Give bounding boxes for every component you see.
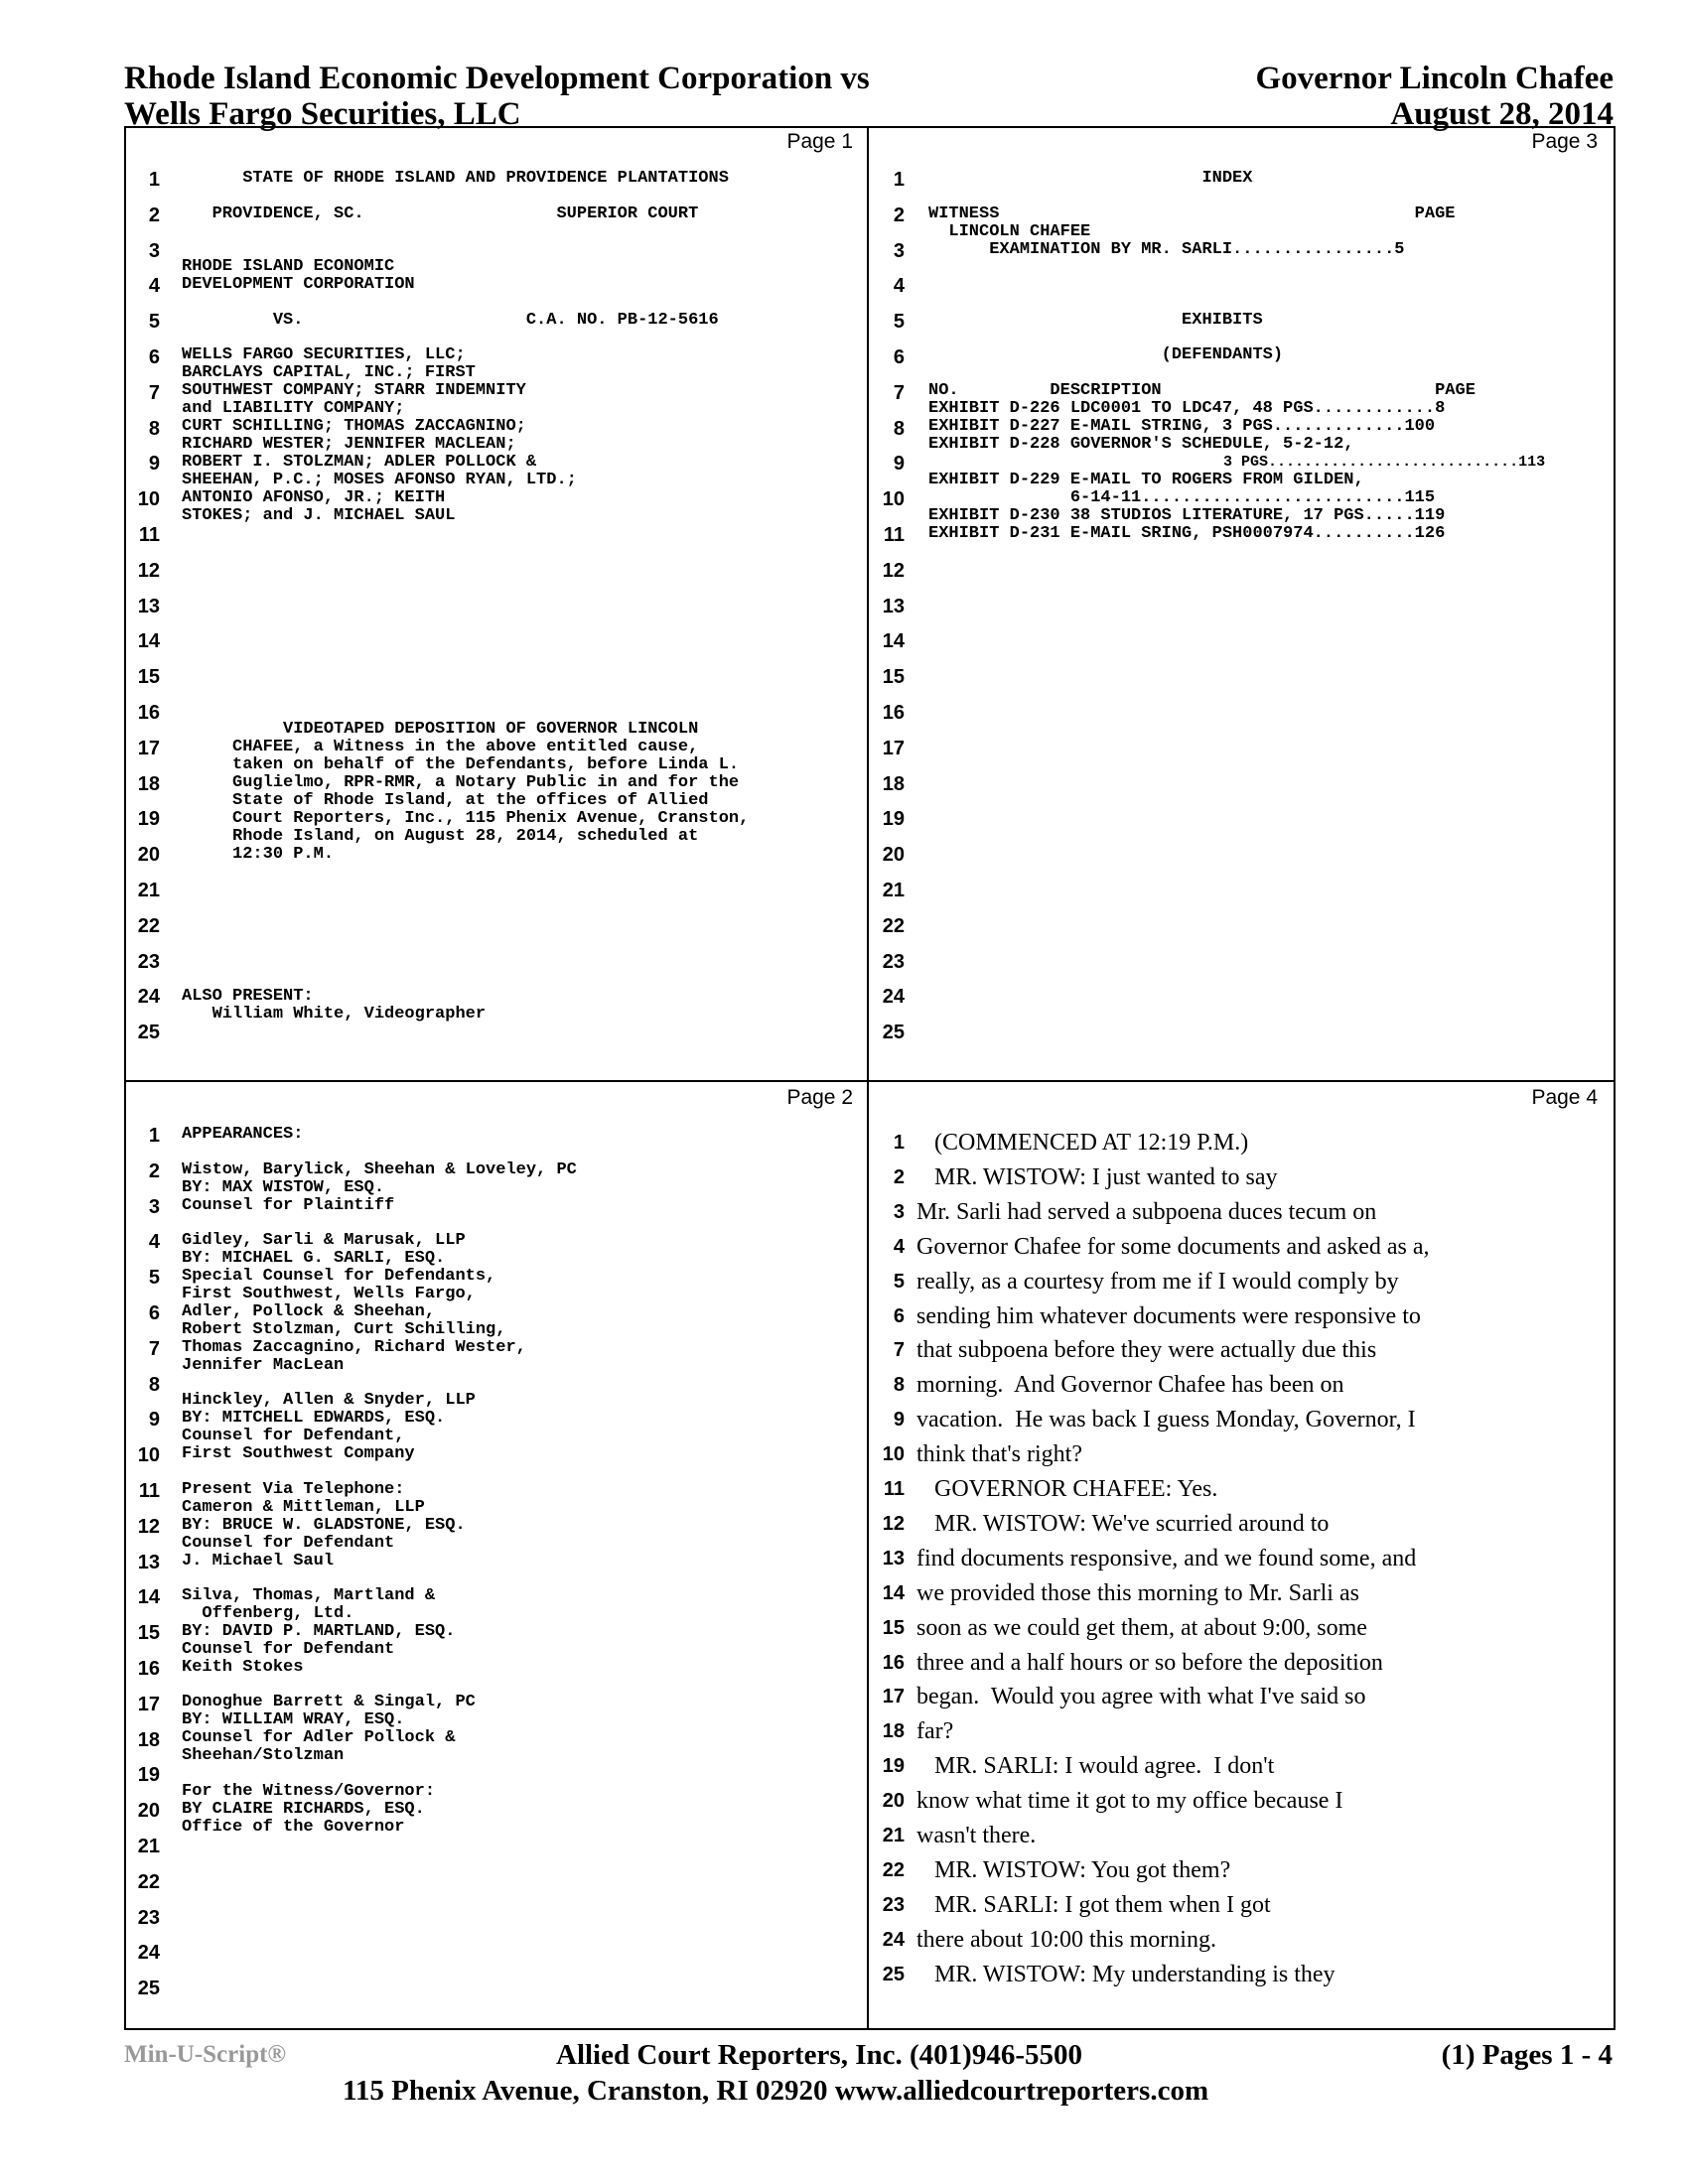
page2-line: BY: MICHAEL G. SARLI, ESQ. <box>182 1249 446 1268</box>
page2-line: Gidley, Sarli & Marusak, LLP <box>182 1231 466 1250</box>
page-number-label: Page 4 <box>1531 1086 1598 1109</box>
line-number: 24 <box>137 1942 160 1965</box>
page1-line: VS. C.A. NO. PB-12-5616 <box>182 311 719 330</box>
page2-line: Silva, Thomas, Martland & <box>182 1586 436 1605</box>
line-number: 2 <box>148 204 160 226</box>
line-number: 6 <box>893 1304 905 1327</box>
line-number: 15 <box>137 1622 160 1645</box>
page4-line: sending him whatever documents were responsive to <box>916 1302 1421 1329</box>
page4-line: soon as we could get them, at about 9:00, some <box>916 1614 1367 1641</box>
line-number: 8 <box>893 1374 905 1397</box>
line-number: 18 <box>137 1728 160 1751</box>
line-number: 15 <box>882 1616 905 1639</box>
line-number: 11 <box>883 1478 905 1500</box>
page1-line: VIDEOTAPED DEPOSITION OF GOVERNOR LINCOLN <box>182 720 699 739</box>
line-number: 23 <box>882 1893 905 1916</box>
line-number: 1 <box>893 1132 905 1154</box>
line-number: 9 <box>148 1409 160 1432</box>
page2-line: For the Witness/Governor: <box>182 1782 436 1801</box>
line-number: 11 <box>883 524 905 546</box>
page4-line: MR. WISTOW: You got them? <box>916 1856 1231 1883</box>
line-number: 21 <box>882 880 905 901</box>
page1-line: SOUTHWEST COMPANY; STARR INDEMNITY <box>182 381 526 400</box>
page1-line: ROBERT I. STOLZMAN; ADLER POLLOCK & <box>182 453 537 472</box>
page1-line: WELLS FARGO SECURITIES, LLC; <box>182 345 466 364</box>
line-number: 19 <box>882 1755 905 1778</box>
line-number: 20 <box>137 1800 160 1823</box>
page3-line: EXAMINATION BY MR. SARLI................5 <box>928 240 1405 259</box>
line-number: 1 <box>148 1125 160 1147</box>
line-number: 3 <box>893 239 905 262</box>
transcript-page-1 <box>124 126 867 1080</box>
footer-address: 115 Phenix Avenue, Cranston, RI 02920 www.alliedcourtreporters.com <box>343 2075 1209 2107</box>
line-number: 24 <box>882 986 905 1009</box>
line-number: 2 <box>893 204 905 226</box>
page1-line: State of Rhode Island, at the offices of Allied <box>182 791 709 810</box>
line-number: 13 <box>137 1551 160 1573</box>
line-number: 4 <box>893 1235 905 1258</box>
line-number: 12 <box>137 559 160 582</box>
footer-brand: Min-U-Script® <box>124 2041 287 2068</box>
case-defendant: Wells Fargo Securities, LLC <box>124 96 521 132</box>
line-number: 10 <box>882 488 905 511</box>
line-number: 3 <box>148 1195 160 1218</box>
line-number: 24 <box>882 1928 905 1951</box>
line-number: 17 <box>882 1686 905 1708</box>
page2-line: Counsel for Adler Pollock & <box>182 1728 456 1747</box>
line-number: 18 <box>137 772 160 795</box>
page1-line: ANTONIO AFONSO, JR.; KEITH <box>182 488 446 507</box>
line-number: 11 <box>138 524 160 546</box>
page3-line: EXHIBITS <box>928 311 1263 330</box>
page1-line: and LIABILITY COMPANY; <box>182 399 405 418</box>
line-number: 19 <box>137 808 160 831</box>
page-number-label: Page 2 <box>786 1086 853 1109</box>
page1-line: Guglielmo, RPR-RMR, a Notary Public in and for the <box>182 773 740 792</box>
page4-line: morning. And Governor Chafee has been on <box>916 1372 1344 1399</box>
line-number: 16 <box>882 702 905 724</box>
page3-line: EXHIBIT D-229 E-MAIL TO ROGERS FROM GILDEN, <box>928 471 1364 489</box>
line-number: 9 <box>893 1409 905 1432</box>
page2-line: BY: MAX WISTOW, ESQ. <box>182 1178 385 1197</box>
page3-line: EXHIBIT D-227 E-MAIL STRING, 3 PGS.............100 <box>928 417 1436 436</box>
line-number: 24 <box>137 986 160 1009</box>
line-number: 7 <box>148 381 160 404</box>
footer-page-range: (1) Pages 1 - 4 <box>1441 2039 1613 2071</box>
line-number: 23 <box>137 1906 160 1929</box>
line-number: 8 <box>148 1373 160 1396</box>
page2-line: Robert Stolzman, Curt Schilling, <box>182 1320 506 1339</box>
page4-line: think that's right? <box>916 1441 1082 1468</box>
page2-line: Cameron & Mittleman, LLP <box>182 1498 425 1517</box>
page4-line: find documents responsive, and we found some, and <box>916 1545 1417 1571</box>
page1-line: PROVIDENCE, SC. SUPERIOR COURT <box>182 205 699 223</box>
line-number: 25 <box>882 1963 905 1985</box>
page3-line: WITNESS PAGE <box>928 205 1456 223</box>
line-number: 20 <box>137 844 160 867</box>
page2-line: Counsel for Defendant, <box>182 1427 405 1445</box>
page4-line: GOVERNOR CHAFEE: Yes. <box>916 1476 1218 1502</box>
page1-line: DEVELOPMENT CORPORATION <box>182 275 415 294</box>
line-number: 7 <box>893 1339 905 1362</box>
transcript-page-4 <box>869 1082 1612 2026</box>
line-number: 8 <box>893 417 905 440</box>
page1-line: ALSO PRESENT: <box>182 987 314 1006</box>
page1-line: CHAFEE, a Witness in the above entitled cause, <box>182 738 699 756</box>
page3-line: NO. DESCRIPTION PAGE <box>928 381 1476 400</box>
line-number: 5 <box>148 1267 160 1290</box>
line-number: 22 <box>882 914 905 937</box>
page1-line: RHODE ISLAND ECONOMIC <box>182 257 395 276</box>
line-number: 14 <box>882 630 905 653</box>
line-number: 4 <box>148 1231 160 1254</box>
line-number: 13 <box>137 595 160 617</box>
line-number: 9 <box>148 453 160 476</box>
line-number: 14 <box>137 630 160 653</box>
line-number: 2 <box>148 1160 160 1182</box>
page1-line: 12:30 P.M. <box>182 845 335 864</box>
deposition-date: August 28, 2014 <box>1390 96 1614 132</box>
line-number: 8 <box>148 417 160 440</box>
page3-line: EXHIBIT D-226 LDC0001 TO LDC47, 48 PGS............8 <box>928 399 1446 418</box>
page3-line: EXHIBIT D-231 E-MAIL SRING, PSH0007974..........126 <box>928 524 1446 543</box>
page4-line: we provided those this morning to Mr. Sarli as <box>916 1579 1359 1606</box>
line-number: 17 <box>137 737 160 759</box>
page2-line: BY CLAIRE RICHARDS, ESQ. <box>182 1800 425 1819</box>
line-number: 11 <box>138 1480 160 1502</box>
line-number: 20 <box>882 844 905 867</box>
line-number: 15 <box>137 666 160 689</box>
page2-line: BY: DAVID P. MARTLAND, ESQ. <box>182 1622 456 1641</box>
page2-line: APPEARANCES: <box>182 1125 304 1144</box>
page4-line: there about 10:00 this morning. <box>916 1926 1216 1953</box>
page4-line: (COMMENCED AT 12:19 P.M.) <box>916 1130 1249 1156</box>
page4-line: Mr. Sarli had served a subpoena duces tecum on <box>916 1198 1377 1225</box>
line-number: 12 <box>882 559 905 582</box>
page3-line: EXHIBIT D-230 38 STUDIOS LITERATURE, 17 PGS.....119 <box>928 506 1446 525</box>
line-number: 1 <box>148 169 160 191</box>
page2-line: Offenberg, Ltd. <box>182 1604 354 1623</box>
page1-line: STOKES; and J. MICHAEL SAUL <box>182 506 456 525</box>
page3-line: 3 PGS............................113 <box>928 454 1546 471</box>
line-number: 14 <box>137 1586 160 1609</box>
page3-line: EXHIBIT D-228 GOVERNOR'S SCHEDULE, 5-2-12, <box>928 435 1354 454</box>
page3-line: (DEFENDANTS) <box>928 345 1284 364</box>
page4-line: know what time it got to my office because I <box>916 1788 1343 1815</box>
deponent-name: Governor Lincoln Chafee <box>1255 61 1614 96</box>
page4-line: that subpoena before they were actually due this <box>916 1337 1377 1364</box>
line-number: 6 <box>893 346 905 368</box>
page2-line: Counsel for Defendant <box>182 1534 395 1553</box>
line-number: 4 <box>893 275 905 298</box>
line-number: 6 <box>148 1302 160 1324</box>
page4-line: Governor Chafee for some documents and asked as a, <box>916 1233 1430 1260</box>
line-number: 4 <box>148 275 160 298</box>
page2-line: Counsel for Defendant <box>182 1640 395 1659</box>
line-number: 3 <box>893 1200 905 1223</box>
page2-line: BY: MITCHELL EDWARDS, ESQ. <box>182 1409 446 1428</box>
line-number: 6 <box>148 346 160 368</box>
page3-line: 6-14-11..........................115 <box>928 488 1436 507</box>
line-number: 16 <box>137 1658 160 1680</box>
page1-line: RICHARD WESTER; JENNIFER MACLEAN; <box>182 435 516 454</box>
line-number: 22 <box>882 1858 905 1881</box>
line-number: 21 <box>137 880 160 901</box>
page2-line: Special Counsel for Defendants, <box>182 1267 496 1286</box>
line-number: 13 <box>882 595 905 617</box>
page1-line: BARCLAYS CAPITAL, INC.; FIRST <box>182 363 476 382</box>
page2-line: Counsel for Plaintiff <box>182 1196 395 1215</box>
line-number: 23 <box>137 950 160 973</box>
line-number: 7 <box>148 1337 160 1360</box>
line-number: 22 <box>137 1870 160 1893</box>
page2-line: Sheehan/Stolzman <box>182 1746 345 1765</box>
line-number: 25 <box>882 1022 905 1044</box>
page4-line: MR. SARLI: I would agree. I don't <box>916 1753 1275 1780</box>
line-number: 18 <box>882 772 905 795</box>
page3-line: INDEX <box>928 169 1253 188</box>
line-number: 5 <box>148 311 160 334</box>
page1-line: Rhode Island, on August 28, 2014, scheduled at <box>182 827 699 846</box>
page2-line: J. Michael Saul <box>182 1552 335 1570</box>
page2-line: Donoghue Barrett & Singal, PC <box>182 1693 476 1711</box>
document-header-line1 <box>124 62 1614 95</box>
page4-line: MR. WISTOW: We've scurried around to <box>916 1510 1330 1537</box>
line-number: 21 <box>882 1825 905 1846</box>
page1-line: CURT SCHILLING; THOMAS ZACCAGNINO; <box>182 417 526 436</box>
line-number: 7 <box>893 381 905 404</box>
line-number: 10 <box>137 1444 160 1467</box>
line-number: 21 <box>137 1836 160 1857</box>
line-number: 12 <box>137 1515 160 1538</box>
page3-line: LINCOLN CHAFEE <box>928 222 1091 241</box>
line-number: 22 <box>137 914 160 937</box>
line-number: 15 <box>882 666 905 689</box>
line-number: 14 <box>882 1581 905 1604</box>
page2-line: Thomas Zaccagnino, Richard Wester, <box>182 1338 526 1357</box>
page2-line: Jennifer MacLean <box>182 1356 345 1375</box>
page4-line: MR. WISTOW: My understanding is they <box>916 1961 1336 1987</box>
page2-line: Hinckley, Allen & Snyder, LLP <box>182 1391 476 1410</box>
line-number: 3 <box>148 239 160 262</box>
line-number: 5 <box>893 1270 905 1293</box>
page2-line: First Southwest, Wells Fargo, <box>182 1285 476 1303</box>
line-number: 20 <box>882 1790 905 1813</box>
transcript-page-2 <box>124 1082 867 2026</box>
page2-line: BY: WILLIAM WRAY, ESQ. <box>182 1710 405 1729</box>
transcript-page-3 <box>869 126 1612 1080</box>
page4-line: three and a half hours or so before the deposition <box>916 1649 1383 1676</box>
page1-line: Court Reporters, Inc., 115 Phenix Avenue, Cranston, <box>182 809 750 828</box>
page2-line: Keith Stokes <box>182 1658 304 1677</box>
line-number: 9 <box>893 453 905 476</box>
line-number: 23 <box>882 950 905 973</box>
case-title: Rhode Island Economic Development Corporation vs <box>124 61 870 96</box>
page1-line: William White, Videographer <box>182 1005 487 1024</box>
line-number: 25 <box>137 1978 160 2000</box>
page2-line: Adler, Pollock & Sheehan, <box>182 1302 436 1321</box>
line-number: 2 <box>893 1165 905 1188</box>
page4-line: far? <box>916 1718 954 1745</box>
line-number: 5 <box>893 311 905 334</box>
page-number-label: Page 3 <box>1531 130 1598 153</box>
page1-line: taken on behalf of the Defendants, before Linda L. <box>182 755 740 774</box>
line-number: 25 <box>137 1022 160 1044</box>
page-number-label: Page 1 <box>786 130 853 153</box>
line-number: 12 <box>882 1512 905 1535</box>
line-number: 19 <box>137 1764 160 1787</box>
line-number: 17 <box>882 737 905 759</box>
page4-line: really, as a courtesy from me if I would comply by <box>916 1268 1399 1295</box>
page1-line: SHEEHAN, P.C.; MOSES AFONSO RYAN, LTD.; <box>182 471 577 489</box>
page4-line: began. Would you agree with what I've said so <box>916 1684 1366 1710</box>
page2-line: BY: BRUCE W. GLADSTONE, ESQ. <box>182 1516 466 1535</box>
page4-line: MR. WISTOW: I just wanted to say <box>916 1163 1278 1190</box>
line-number: 10 <box>137 488 160 511</box>
footer-company: Allied Court Reporters, Inc. (401)946-5500 <box>556 2039 1082 2071</box>
line-number: 18 <box>882 1720 905 1743</box>
line-number: 17 <box>137 1693 160 1715</box>
page4-line: wasn't there. <box>916 1823 1037 1848</box>
line-number: 1 <box>893 169 905 191</box>
page2-line: Office of the Governor <box>182 1818 405 1837</box>
page2-line: First Southwest Company <box>182 1444 415 1463</box>
line-number: 16 <box>882 1651 905 1674</box>
page1-line: STATE OF RHODE ISLAND AND PROVIDENCE PLANTATIONS <box>182 169 729 188</box>
page2-line: Wistow, Barylick, Sheehan & Loveley, PC <box>182 1160 577 1179</box>
page4-line: vacation. He was back I guess Monday, Governor, I <box>916 1407 1416 1433</box>
line-number: 13 <box>882 1547 905 1570</box>
page4-line: MR. SARLI: I got them when I got <box>916 1891 1271 1918</box>
line-number: 19 <box>882 808 905 831</box>
line-number: 16 <box>137 702 160 724</box>
page2-line: Present Via Telephone: <box>182 1480 405 1499</box>
line-number: 10 <box>882 1443 905 1466</box>
